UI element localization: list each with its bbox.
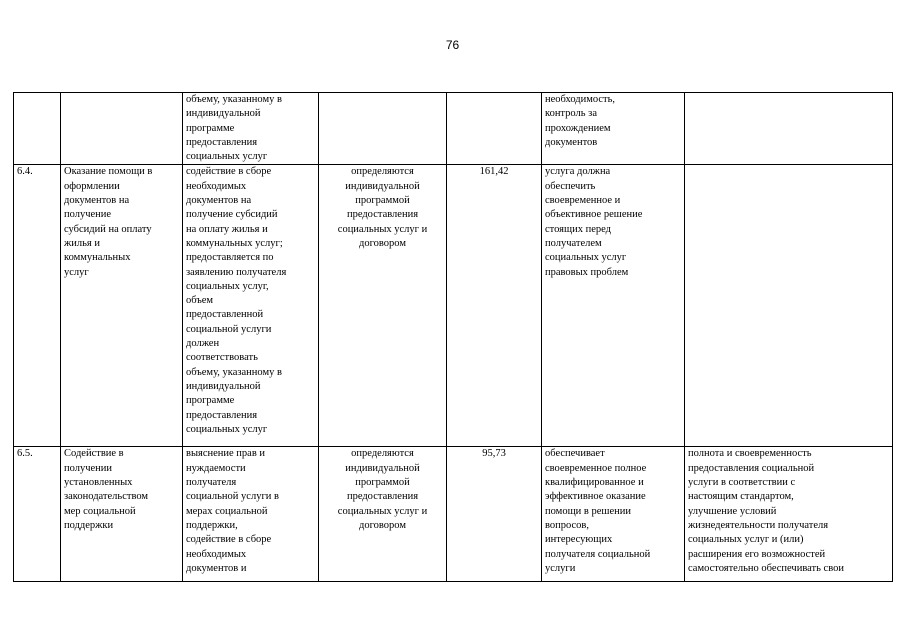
table-row (14, 165, 893, 447)
service-terms-cell: определяются индивидуальной программой предоставления социальных услуг и договором (319, 447, 447, 582)
service-evaluation-cell: полнота и своевременность предоставления социальной услуги в соответствии с настоящим стандартом, улучшение условий жизнедеятельности получателя социальных услуг и (или) расширения его возможностей самостоятельно обеспечивать свои (685, 447, 893, 582)
service-quality-cell: необходимость, контроль за прохождением документов (542, 93, 685, 165)
service-name-cell: Содействие в получении установленных законодательством мер социальной поддержки (61, 447, 183, 582)
service-quality-cell: обеспечивает своевременное полное квалифицированное и эффективное оказание помощи в решении вопросов, интересующих получателя социальной услуги (542, 447, 685, 582)
service-evaluation-cell (685, 165, 893, 447)
service-name-cell (61, 93, 183, 165)
row-number-cell (14, 93, 61, 165)
page-number: 76 (445, 38, 460, 52)
service-tariff-cell: 95,73 (447, 447, 542, 582)
service-tariff-cell: 161,42 (447, 165, 542, 447)
service-tariff-cell (447, 93, 542, 165)
service-description-cell: объему, указанному в индивидуальной программе предоставления социальных услуг (183, 93, 319, 165)
service-terms-cell: определяются индивидуальной программой предоставления социальных услуг и договором (319, 165, 447, 447)
service-description-cell: выяснение прав и нуждаемости получателя социальной услуги в мерах социальной поддержки, содействие в сборе необходимых документов и (183, 447, 319, 582)
services-table (13, 92, 893, 582)
service-evaluation-cell (685, 93, 893, 165)
table-row (14, 93, 893, 165)
service-quality-cell: услуга должна обеспечить своевременное и объективное решение стоящих перед получателем социальных услуг правовых проблем (542, 165, 685, 447)
service-name-cell: Оказание помощи в оформлении документов на получение субсидий на оплату жилья и коммунальных услуг (61, 165, 183, 447)
table-row (14, 447, 893, 582)
row-number-cell: 6.4. (14, 165, 61, 447)
service-terms-cell (319, 93, 447, 165)
service-description-cell: содействие в сборе необходимых документов на получение субсидий на оплату жилья и коммунальных услуг; предоставляется по заявлению получателя социальных услуг, объем предоставленной социальной услуги должен соответствовать объему, указанному в индивидуальной программе предоставления социальных услуг (183, 165, 319, 447)
row-number-cell: 6.5. (14, 447, 61, 582)
